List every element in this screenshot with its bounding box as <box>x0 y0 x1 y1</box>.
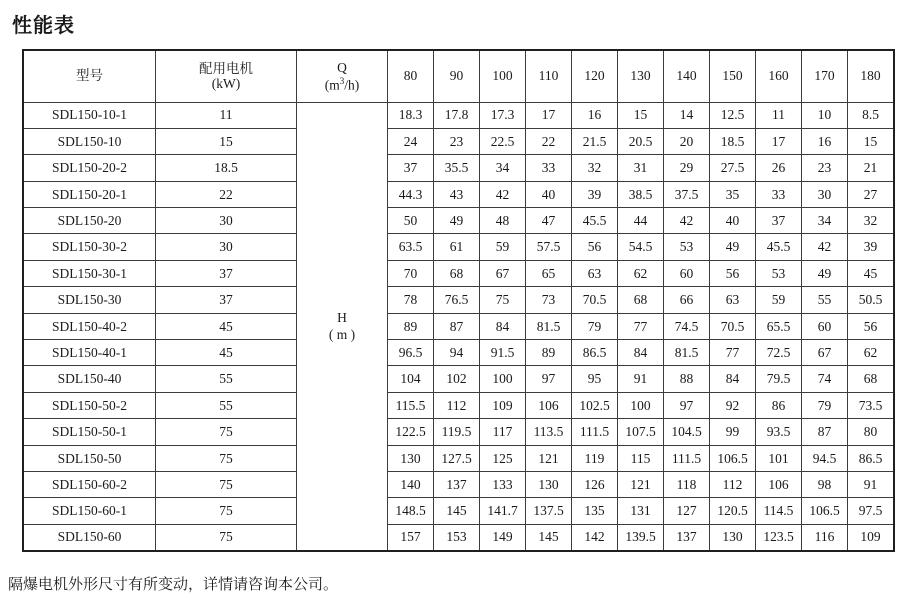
head-value-cell: 112 <box>434 392 480 418</box>
head-value-cell: 57.5 <box>526 234 572 260</box>
head-value-cell: 45 <box>848 260 895 286</box>
head-value-cell: 35.5 <box>434 155 480 181</box>
head-value-cell: 91.5 <box>480 340 526 366</box>
head-value-cell: 39 <box>572 181 618 207</box>
head-value-cell: 94 <box>434 340 480 366</box>
motor-power-cell: 75 <box>156 445 297 471</box>
head-value-cell: 93.5 <box>756 419 802 445</box>
head-value-cell: 18.5 <box>710 128 756 154</box>
head-value-cell: 91 <box>848 471 895 497</box>
table-row <box>23 208 894 234</box>
motor-power-cell: 75 <box>156 498 297 524</box>
head-value-cell: 47 <box>526 208 572 234</box>
head-value-cell: 16 <box>802 128 848 154</box>
head-value-cell: 89 <box>526 340 572 366</box>
head-value-cell: 50 <box>388 208 434 234</box>
head-value-cell: 140 <box>388 471 434 497</box>
motor-power-cell: 75 <box>156 419 297 445</box>
head-value-cell: 106.5 <box>710 445 756 471</box>
table-row <box>23 392 894 418</box>
head-value-cell: 135 <box>572 498 618 524</box>
head-value-cell: 21 <box>848 155 895 181</box>
column-header-flow-rate: 180 <box>848 50 895 102</box>
head-value-cell: 56 <box>572 234 618 260</box>
header-row <box>23 50 894 102</box>
table-row <box>23 340 894 366</box>
head-value-cell: 37 <box>756 208 802 234</box>
motor-power-cell: 22 <box>156 181 297 207</box>
head-value-cell: 97 <box>664 392 710 418</box>
head-value-cell: 109 <box>848 524 895 550</box>
model-cell: SDL150-40 <box>23 366 156 392</box>
head-value-cell: 12.5 <box>710 102 756 128</box>
head-value-cell: 37.5 <box>664 181 710 207</box>
head-value-cell: 157 <box>388 524 434 550</box>
head-value-cell: 44 <box>618 208 664 234</box>
table-body <box>23 102 894 551</box>
head-value-cell: 104.5 <box>664 419 710 445</box>
column-header-flow-rate: 170 <box>802 50 848 102</box>
performance-table <box>22 49 895 552</box>
head-value-cell: 101 <box>756 445 802 471</box>
head-value-cell: 20.5 <box>618 128 664 154</box>
head-value-cell: 86.5 <box>572 340 618 366</box>
head-value-cell: 98 <box>802 471 848 497</box>
head-value-cell: 133 <box>480 471 526 497</box>
head-value-cell: 67 <box>802 340 848 366</box>
head-value-cell: 130 <box>388 445 434 471</box>
head-value-cell: 67 <box>480 260 526 286</box>
table-row <box>23 419 894 445</box>
head-value-cell: 63.5 <box>388 234 434 260</box>
head-value-cell: 49 <box>710 234 756 260</box>
head-value-cell: 80 <box>848 419 895 445</box>
q-unit-exponent: 3 <box>339 75 345 86</box>
head-value-cell: 17.3 <box>480 102 526 128</box>
head-value-cell: 127 <box>664 498 710 524</box>
head-value-cell: 130 <box>710 524 756 550</box>
head-value-cell: 99 <box>710 419 756 445</box>
head-value-cell: 74.5 <box>664 313 710 339</box>
head-value-cell: 109 <box>480 392 526 418</box>
page-title: 性能表 <box>12 15 75 37</box>
column-header-flow-rate: 120 <box>572 50 618 102</box>
motor-power-cell: 18.5 <box>156 155 297 181</box>
head-value-cell: 113.5 <box>526 419 572 445</box>
model-cell: SDL150-10-1 <box>23 102 156 128</box>
head-value-cell: 118 <box>664 471 710 497</box>
q-symbol: Q <box>337 59 347 75</box>
head-value-cell: 119 <box>572 445 618 471</box>
head-value-cell: 40 <box>526 181 572 207</box>
head-value-cell: 145 <box>434 498 480 524</box>
head-value-cell: 50.5 <box>848 287 895 313</box>
head-value-cell: 14 <box>664 102 710 128</box>
column-header-flow-rate: 130 <box>618 50 664 102</box>
head-value-cell: 97.5 <box>848 498 895 524</box>
model-cell: SDL150-40-2 <box>23 313 156 339</box>
head-value-cell: 130 <box>526 471 572 497</box>
head-value-cell: 59 <box>756 287 802 313</box>
head-value-cell: 84 <box>618 340 664 366</box>
head-value-cell: 15 <box>848 128 895 154</box>
head-value-cell: 145 <box>526 524 572 550</box>
head-value-cell: 45.5 <box>756 234 802 260</box>
head-value-cell: 77 <box>618 313 664 339</box>
head-value-cell: 48 <box>480 208 526 234</box>
head-value-cell: 77 <box>710 340 756 366</box>
head-value-cell: 49 <box>434 208 480 234</box>
head-value-cell: 32 <box>848 208 895 234</box>
head-value-cell: 75 <box>480 287 526 313</box>
head-value-cell: 74 <box>802 366 848 392</box>
head-value-cell: 106.5 <box>802 498 848 524</box>
table-row <box>23 313 894 339</box>
head-value-cell: 100 <box>618 392 664 418</box>
head-value-cell: 120.5 <box>710 498 756 524</box>
model-cell: SDL150-60 <box>23 524 156 550</box>
head-value-cell: 30 <box>802 181 848 207</box>
column-header-flow-rate: 80 <box>388 50 434 102</box>
head-value-cell: 45.5 <box>572 208 618 234</box>
head-value-cell: 111.5 <box>572 419 618 445</box>
model-cell: SDL150-30 <box>23 287 156 313</box>
head-value-cell: 22.5 <box>480 128 526 154</box>
head-value-cell: 107.5 <box>618 419 664 445</box>
head-value-cell: 81.5 <box>526 313 572 339</box>
head-value-cell: 54.5 <box>618 234 664 260</box>
head-value-cell: 65 <box>526 260 572 286</box>
head-value-cell: 87 <box>802 419 848 445</box>
head-value-cell: 24 <box>388 128 434 154</box>
model-cell: SDL150-20-1 <box>23 181 156 207</box>
head-value-cell: 121 <box>526 445 572 471</box>
head-value-cell: 142 <box>572 524 618 550</box>
q-unit <box>297 76 387 93</box>
head-value-cell: 139.5 <box>618 524 664 550</box>
head-value-cell: 35 <box>710 181 756 207</box>
head-value-cell: 88 <box>664 366 710 392</box>
head-value-cell: 87 <box>434 313 480 339</box>
head-value-cell: 115.5 <box>388 392 434 418</box>
head-value-cell: 38.5 <box>618 181 664 207</box>
head-value-cell: 79 <box>572 313 618 339</box>
column-header-model: 型号 <box>23 50 156 102</box>
head-value-cell: 68 <box>618 287 664 313</box>
table-row <box>23 128 894 154</box>
table-row <box>23 260 894 286</box>
table-row <box>23 498 894 524</box>
head-value-cell: 86.5 <box>848 445 895 471</box>
head-value-cell: 84 <box>480 313 526 339</box>
motor-power-cell: 37 <box>156 287 297 313</box>
model-cell: SDL150-50-2 <box>23 392 156 418</box>
motor-header-line1: 配用电机 <box>199 60 253 76</box>
head-value-cell: 63 <box>572 260 618 286</box>
head-value-cell: 102 <box>434 366 480 392</box>
column-header-motor <box>156 50 297 102</box>
head-value-cell: 23 <box>434 128 480 154</box>
column-header-flow-rate: 160 <box>756 50 802 102</box>
model-cell: SDL150-20-2 <box>23 155 156 181</box>
head-value-cell: 95 <box>572 366 618 392</box>
head-value-cell: 18.3 <box>388 102 434 128</box>
motor-power-cell: 30 <box>156 208 297 234</box>
head-value-cell: 84 <box>710 366 756 392</box>
head-value-cell: 20 <box>664 128 710 154</box>
head-value-cell: 40 <box>710 208 756 234</box>
head-value-cell: 59 <box>480 234 526 260</box>
head-value-cell: 73 <box>526 287 572 313</box>
head-value-cell: 102.5 <box>572 392 618 418</box>
table-row <box>23 471 894 497</box>
head-value-cell: 49 <box>802 260 848 286</box>
head-value-cell: 29 <box>664 155 710 181</box>
motor-power-cell: 45 <box>156 340 297 366</box>
column-header-flow-rate: 110 <box>526 50 572 102</box>
head-value-cell: 17 <box>526 102 572 128</box>
q-unit-prefix: (m <box>324 77 340 92</box>
head-value-cell: 44.3 <box>388 181 434 207</box>
head-value-cell: 62 <box>618 260 664 286</box>
motor-header-line2: (kW) <box>211 76 241 92</box>
head-value-cell: 91 <box>618 366 664 392</box>
head-value-cell: 114.5 <box>756 498 802 524</box>
model-cell: SDL150-40-1 <box>23 340 156 366</box>
table-row <box>23 155 894 181</box>
head-value-cell: 42 <box>480 181 526 207</box>
head-value-cell: 26 <box>756 155 802 181</box>
table-row <box>23 181 894 207</box>
model-cell: SDL150-30-1 <box>23 260 156 286</box>
head-value-cell: 115 <box>618 445 664 471</box>
head-value-cell: 53 <box>664 234 710 260</box>
motor-power-cell: 11 <box>156 102 297 128</box>
head-value-cell: 31 <box>618 155 664 181</box>
head-value-cell: 73.5 <box>848 392 895 418</box>
head-value-cell: 22 <box>526 128 572 154</box>
motor-power-cell: 75 <box>156 524 297 550</box>
column-header-flow-rate: 140 <box>664 50 710 102</box>
head-value-cell: 78 <box>388 287 434 313</box>
table-row <box>23 102 894 128</box>
head-value-cell: 23 <box>802 155 848 181</box>
head-value-cell: 63 <box>710 287 756 313</box>
model-cell: SDL150-20 <box>23 208 156 234</box>
head-value-cell: 122.5 <box>388 419 434 445</box>
model-cell: SDL150-60-1 <box>23 498 156 524</box>
table-row <box>23 524 894 550</box>
head-value-cell: 32 <box>572 155 618 181</box>
head-value-cell: 16 <box>572 102 618 128</box>
head-value-cell: 106 <box>526 392 572 418</box>
head-value-cell: 81.5 <box>664 340 710 366</box>
column-header-flow-q <box>297 50 388 102</box>
model-cell: SDL150-10 <box>23 128 156 154</box>
motor-power-cell: 37 <box>156 260 297 286</box>
column-header-flow-rate: 100 <box>480 50 526 102</box>
table-header <box>23 50 894 102</box>
head-value-cell: 97 <box>526 366 572 392</box>
head-value-cell: 17.8 <box>434 102 480 128</box>
head-value-cell: 39 <box>848 234 895 260</box>
head-value-cell: 125 <box>480 445 526 471</box>
head-value-cell: 68 <box>434 260 480 286</box>
head-value-cell: 43 <box>434 181 480 207</box>
head-value-cell: 27.5 <box>710 155 756 181</box>
head-value-cell: 149 <box>480 524 526 550</box>
head-value-cell: 106 <box>756 471 802 497</box>
head-value-cell: 72.5 <box>756 340 802 366</box>
head-value-cell: 33 <box>756 181 802 207</box>
head-value-cell: 137.5 <box>526 498 572 524</box>
head-value-cell: 123.5 <box>756 524 802 550</box>
table-row <box>23 366 894 392</box>
head-value-cell: 137 <box>664 524 710 550</box>
table-row <box>23 234 894 260</box>
model-cell: SDL150-50-1 <box>23 419 156 445</box>
head-value-cell: 121 <box>618 471 664 497</box>
head-value-cell: 153 <box>434 524 480 550</box>
head-value-cell: 60 <box>802 313 848 339</box>
motor-power-cell: 15 <box>156 128 297 154</box>
table-row <box>23 445 894 471</box>
head-value-cell: 60 <box>664 260 710 286</box>
table-row <box>23 287 894 313</box>
head-value-cell: 70.5 <box>710 313 756 339</box>
model-cell: SDL150-60-2 <box>23 471 156 497</box>
motor-power-cell: 75 <box>156 471 297 497</box>
head-value-cell: 141.7 <box>480 498 526 524</box>
column-header-flow-rate: 90 <box>434 50 480 102</box>
head-value-cell: 56 <box>848 313 895 339</box>
head-value-cell: 117 <box>480 419 526 445</box>
head-value-cell: 33 <box>526 155 572 181</box>
head-value-cell: 126 <box>572 471 618 497</box>
head-value-cell: 68 <box>848 366 895 392</box>
head-value-cell: 15 <box>618 102 664 128</box>
head-value-cell: 61 <box>434 234 480 260</box>
head-value-cell: 94.5 <box>802 445 848 471</box>
head-value-cell: 70.5 <box>572 287 618 313</box>
head-value-cell: 86 <box>756 392 802 418</box>
q-unit-suffix: /h) <box>344 77 360 92</box>
head-value-cell: 127.5 <box>434 445 480 471</box>
head-value-cell: 53 <box>756 260 802 286</box>
head-value-cell: 137 <box>434 471 480 497</box>
head-value-cell: 89 <box>388 313 434 339</box>
head-value-cell: 92 <box>710 392 756 418</box>
head-value-cell: 62 <box>848 340 895 366</box>
model-cell: SDL150-30-2 <box>23 234 156 260</box>
motor-power-cell: 55 <box>156 392 297 418</box>
head-unit-cell: H ( m ) <box>297 102 388 551</box>
column-header-flow-rate: 150 <box>710 50 756 102</box>
head-value-cell: 112 <box>710 471 756 497</box>
motor-power-cell: 45 <box>156 313 297 339</box>
model-cell: SDL150-50 <box>23 445 156 471</box>
head-value-cell: 131 <box>618 498 664 524</box>
head-value-cell: 66 <box>664 287 710 313</box>
head-value-cell: 111.5 <box>664 445 710 471</box>
head-value-cell: 42 <box>802 234 848 260</box>
head-value-cell: 55 <box>802 287 848 313</box>
head-value-cell: 100 <box>480 366 526 392</box>
head-value-cell: 11 <box>756 102 802 128</box>
head-value-cell: 27 <box>848 181 895 207</box>
head-value-cell: 34 <box>802 208 848 234</box>
head-value-cell: 79 <box>802 392 848 418</box>
motor-power-cell: 30 <box>156 234 297 260</box>
head-value-cell: 34 <box>480 155 526 181</box>
head-value-cell: 10 <box>802 102 848 128</box>
head-value-cell: 17 <box>756 128 802 154</box>
head-value-cell: 79.5 <box>756 366 802 392</box>
head-value-cell: 37 <box>388 155 434 181</box>
head-value-cell: 42 <box>664 208 710 234</box>
head-value-cell: 65.5 <box>756 313 802 339</box>
motor-power-cell: 55 <box>156 366 297 392</box>
head-value-cell: 148.5 <box>388 498 434 524</box>
head-value-cell: 119.5 <box>434 419 480 445</box>
head-value-cell: 96.5 <box>388 340 434 366</box>
head-value-cell: 70 <box>388 260 434 286</box>
head-value-cell: 8.5 <box>848 102 895 128</box>
head-value-cell: 76.5 <box>434 287 480 313</box>
head-value-cell: 56 <box>710 260 756 286</box>
footer-note: 隔爆电机外形尺寸有所变动，详情请咨询本公司。 <box>8 576 339 593</box>
head-value-cell: 21.5 <box>572 128 618 154</box>
head-value-cell: 104 <box>388 366 434 392</box>
head-value-cell: 116 <box>802 524 848 550</box>
